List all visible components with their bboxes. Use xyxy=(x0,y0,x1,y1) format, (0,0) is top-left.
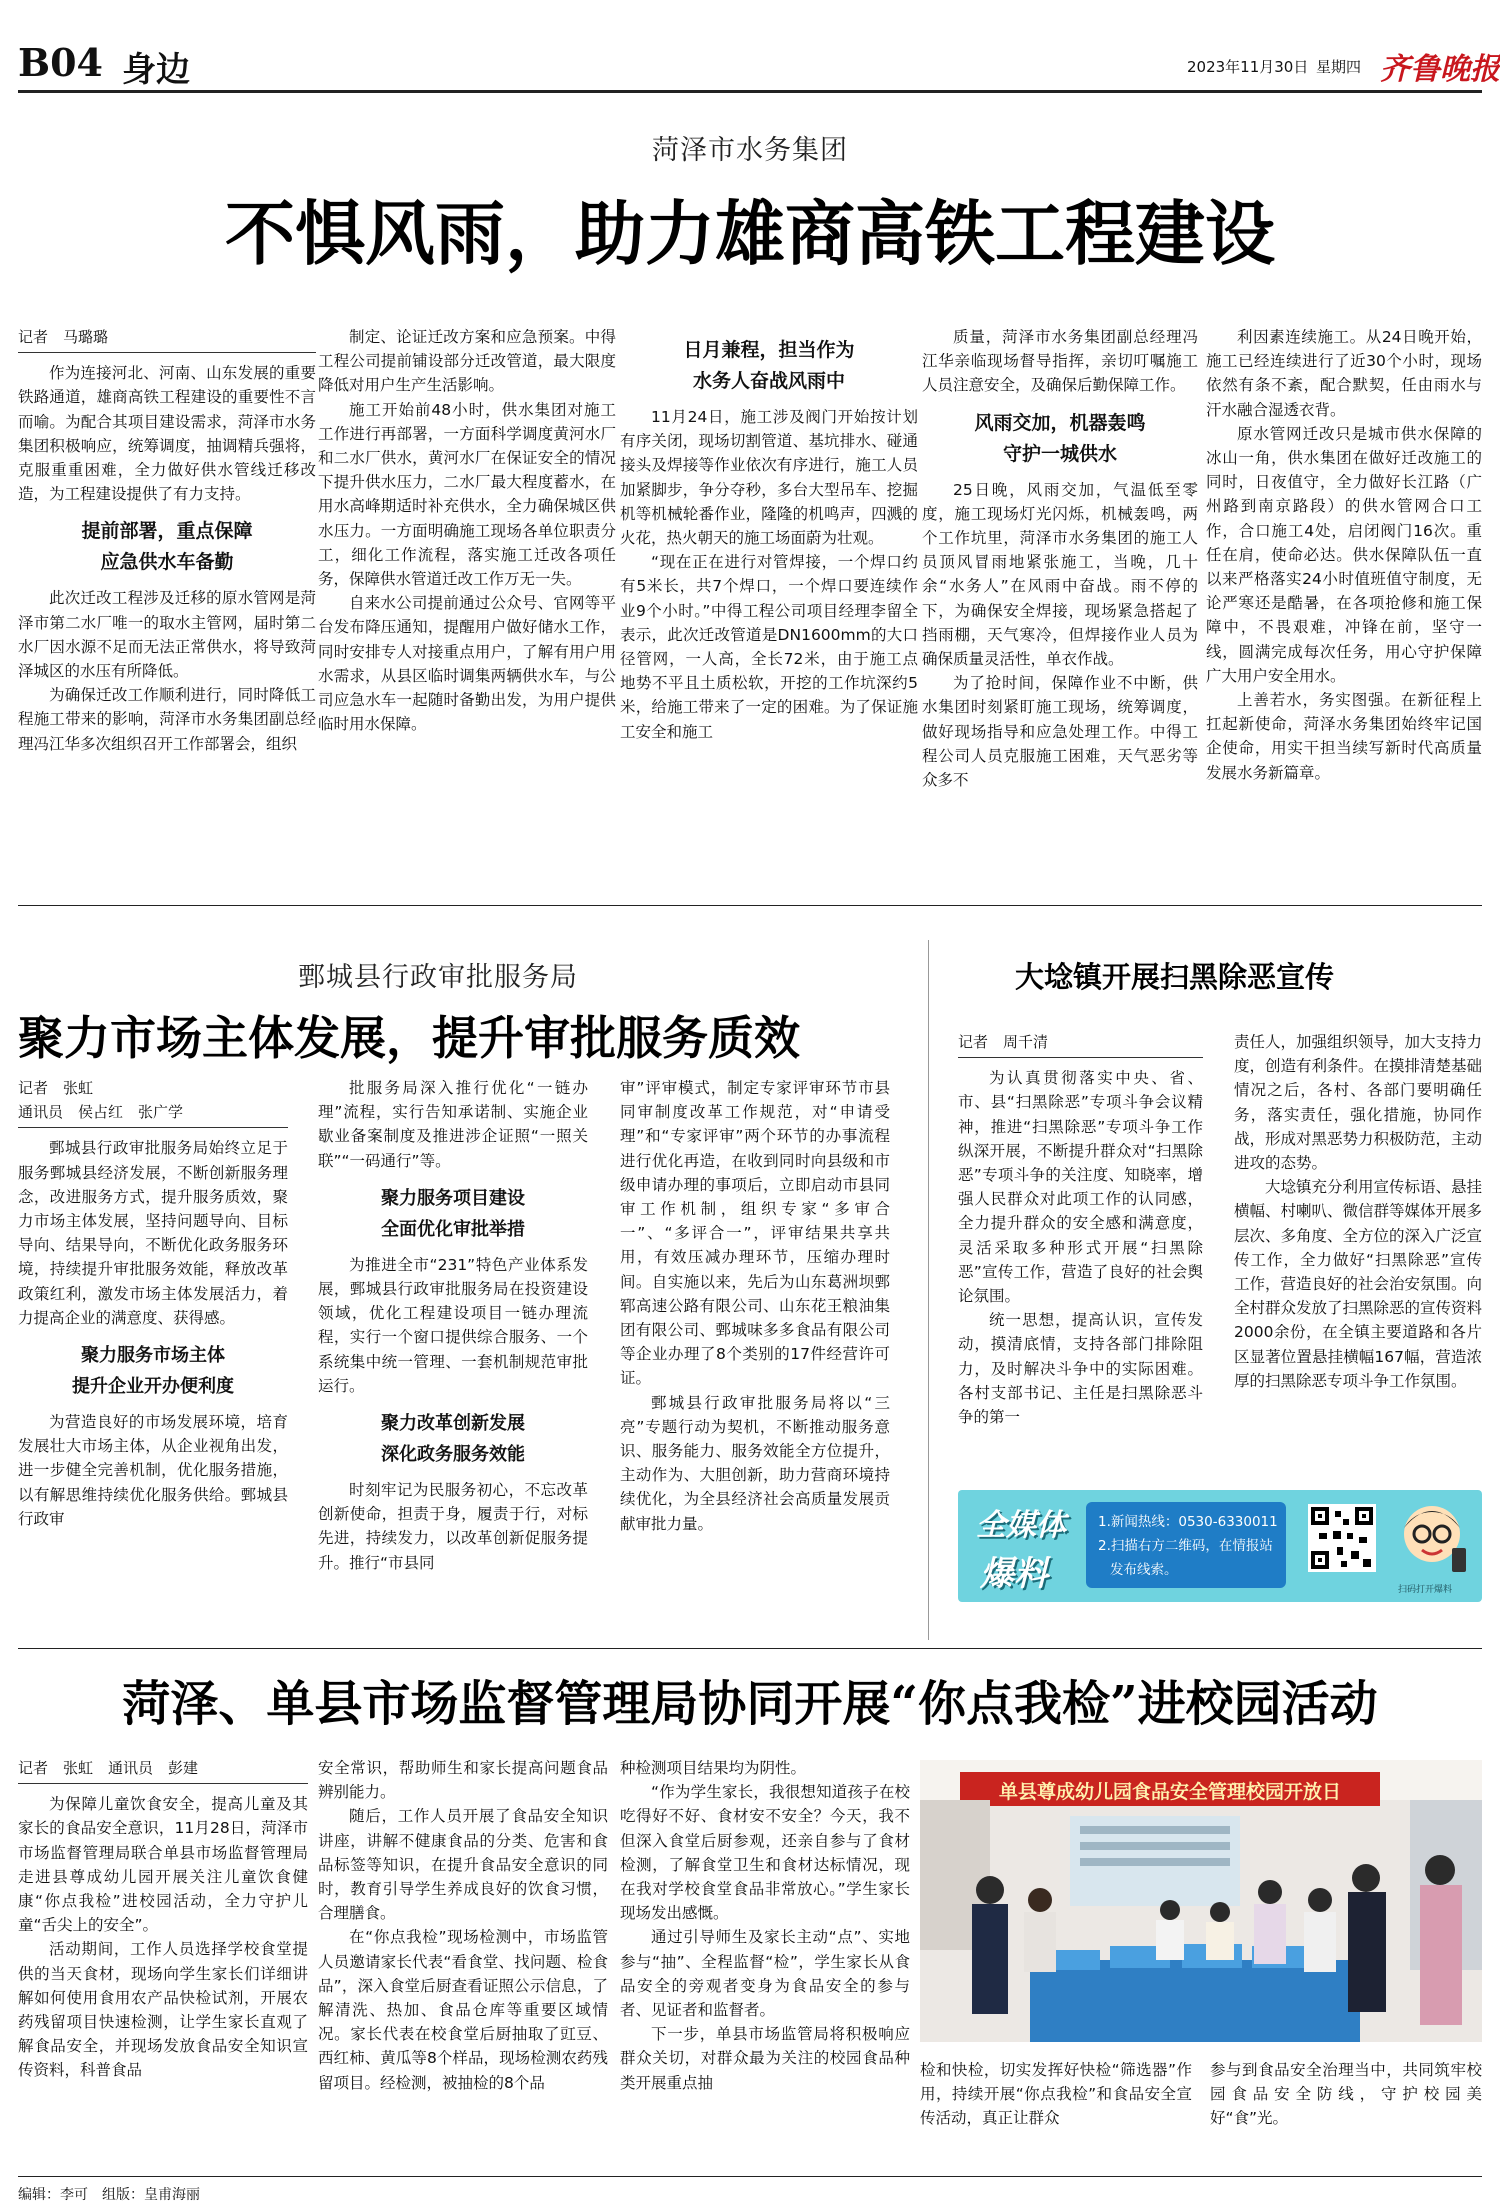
paragraph: 施工开始前48小时，供水集团对施工工作进行再部署，一方面科学调度黄河水厂和二水厂供水，黄河水厂在保证安全的情况下提升供水压力，二水厂最大程度蓄水，在用水高峰期适时补充供水，全力确保城区供水压力。一方面明确施工现场各单位职责分工，细化工作流程，落实施工迁改各项任务，保障供水管道迁改工作万无一失。 xyxy=(318,400,616,589)
paragraph: 鄄城县行政审批服务局始终立足于服务鄄城县经济发展，不断创新服务理念，改进服务方式，提升服务质效，聚力市场主体发展，坚持问题导向、目标导向、结果导向，不断优化政务服务环境，持续提升审批服务效能，释放改革政策红利，激发市场主体发展活力，着力提高企业的满意度、获得感。 xyxy=(18,1139,288,1327)
paragraph: 安全常识，帮助师生和家长提高问题食品辨别能力。 xyxy=(318,1759,608,1802)
paragraph: 种检测项目结果均为阴性。 xyxy=(620,1759,807,1777)
article4-col2 xyxy=(318,1756,608,2156)
article3-col2 xyxy=(1234,1030,1482,1490)
paragraph: 活动期间，工作人员选择学校食堂提供的当天食材，现场向学生家长们详细讲解如何使用食用农产品快检试剂，开展农药残留项目快速检测，让学生家长直观了解食品安全，并现场发放食品安全知识宣传资料，科普食品 xyxy=(18,1940,308,2080)
paragraph: 参与到食品安全治理当中，共同筑牢校园食品安全防线，守护校园美好“食”光。 xyxy=(1210,2061,1482,2128)
article4-col1 xyxy=(18,1756,308,2156)
paragraph: “现在正在进行对管焊接，一个焊口约有5米长，共7个焊口，一个焊口要连续作业9个小时。”中得工程公司项目经理李留全表示，此次迁改管道是DN1600mm的大口径管网，一人高，全长72米，由于施工点地势不平且土质松软，开挖的工作坑深约5米，给施工带来了一定的困难。为了保证施工安全和施工 xyxy=(620,553,918,741)
article1-subhead1: 提前部署，重点保障 应急供水车备勤 xyxy=(81,520,253,574)
section-name: 身边 xyxy=(122,50,190,90)
page-code: B04 xyxy=(18,40,103,85)
column-divider xyxy=(928,940,929,1640)
footer-credits: 编辑：李可 组版：皇甫海丽 xyxy=(18,2187,200,2203)
paragraph: 责任人，加强组织领导，加大支持力度，创造有利条件。在摸排清楚基础情况之后，各村、各部门要明确任务，落实责任，强化措施，协同作战，形成对黑恶势力积极防范，主动进攻的态势。 xyxy=(1234,1033,1482,1173)
paragraph: 上善若水，务实图强。在新征程上扛起新使命，菏泽水务集团始终牢记国企使命，用实干担当续写新时代高质量发展水务新篇章。 xyxy=(1206,691,1482,782)
cartoon-character-icon xyxy=(1390,1498,1474,1580)
article1-col1 xyxy=(18,325,316,885)
paragraph: 批服务局深入推行优化“一链办理”流程，实行告知承诺制、实施企业歇业备案制度及推进涉企证照“一照关联”“一码通行”等。 xyxy=(318,1079,588,1170)
article1-col3 xyxy=(620,325,918,885)
article3-col1 xyxy=(958,1030,1203,1490)
article2-subhead1: 聚力服务市场主体 提升企业开办便利度 xyxy=(72,1345,234,1398)
paragraph: 为营造良好的市场发展环境，培育发展壮大市场主体，从企业视角出发，进一步健全完善机制，优化服务措施，以有解思维持续优化服务供给。鄄城县行政审 xyxy=(18,1413,288,1528)
issue-weekday: 星期四 xyxy=(1316,58,1362,76)
paragraph: 下一步，单县市场监管局将积极响应群众关切，对群众最为关注的校园食品种类开展重点抽 xyxy=(620,2025,910,2092)
issue-date: 2023年11月30日 xyxy=(1187,58,1309,76)
ad-line3: 发布线索。 xyxy=(1110,1562,1178,1578)
paragraph: 为认真贯彻落实中央、省、市、县“扫黑除恶”专项斗争会议精神，推进“扫黑除恶”专项斗争工作纵深开展，不断提升群众对“扫黑除恶”专项斗争的关注度、知晓率，增强人民群众对此项工作的认同感，全力提升群众的安全感和满意度，灵活采取多种形式开展“扫黑除恶”宣传工作，营造了良好的社会舆论氛围。 xyxy=(958,1069,1203,1306)
paragraph: 审”评审模式，制定专家评审环节市县同审制度改革工作规范，对“申请受理”和“专家评审”两个环节的办事流程进行优化再造，在收到同时向县级和市级申请办理的事项后，立即启动市县同审工作机制，组织专家“多审合一”、“多评合一”，评审结果共享共用，有效压减办理环节，压缩办理时间。自实施以来，先后为山东葛洲坝鄄郓高速公路有限公司、山东花王粮油集团有限公司、鄄城味多多食品有限公司等企业办理了8个类别的17件经营许可证。 xyxy=(620,1079,890,1388)
article1-byline: 记者 马璐璐 xyxy=(18,325,316,353)
paragraph: 为了抢时间，保障作业不中断，供水集团时刻紧盯施工现场，统筹调度，做好现场指导和应急处理工作。中得工程公司人员克服施工困难，天气恶劣等众多不 xyxy=(922,674,1198,790)
paragraph: 25日晚，风雨交加，气温低至零度，施工现场灯光闪烁，机械轰鸣，两个工作坑里，菏泽市水务集团的施工人员顶风冒雨地紧张施工，当晚，几十余“水务人”在风雨中奋战。雨不停的下，为确保安全焊接，现场紧急搭起了挡雨棚，天气寒冷，但焊接作业人员为确保质量灵活性，单衣作战。 xyxy=(922,480,1198,669)
ad-logo-line1: 全媒体 xyxy=(976,1508,1066,1543)
paragraph: 制定、论证迁改方案和应急预案。中得工程公司提前铺设部分迁改管道，最大限度降低对用户生产生活影响。 xyxy=(318,328,616,395)
paragraph: 随后，工作人员开展了食品安全知识讲座，讲解不健康食品的分类、危害和食品标签等知识，在提升食品安全意识的同时，教育引导学生养成良好的饮食习惯，合理膳食。 xyxy=(318,1807,608,1923)
ad-line2: 2.扫描右方二维码，在情报站 xyxy=(1098,1538,1273,1554)
paragraph: 在“你点我检”现场检测中，市场监管人员邀请家长代表“看食堂、找问题、检食品”，深入食堂后厨查看证照公示信息，了解清洗、热加、食品仓库等重要区域情况。家长代表在校食堂后厨抽取了豇豆、西红柿、黄瓜等8个样品，现场检测农药残留项目。经检测，被抽检的8个品 xyxy=(318,1928,608,2092)
footer-rule xyxy=(18,2176,1482,2177)
paragraph: 质量，菏泽市水务集团副总经理冯江华亲临现场督导指挥，亲切叮嘱施工人员注意安全，及确保后勤保障工作。 xyxy=(922,328,1198,395)
qr-code-icon xyxy=(1308,1504,1376,1572)
newspaper-logo: 齐鲁晚报 xyxy=(1380,52,1500,87)
paragraph: 作为连接河北、河南、山东发展的重要铁路通道，雄商高铁工程建设的重要性不言而喻。为配合其项目建设需求，菏泽市水务集团积极响应，统筹调度，抽调精兵强将，克服重重困难，全力做好供水管线迁移改造，为工程建设提供了有力支持。 xyxy=(18,364,316,504)
article3-byline: 记者 周千清 xyxy=(958,1030,1203,1058)
article3-title: 大埝镇开展扫黑除恶宣传 xyxy=(1015,960,1335,994)
article1-col5 xyxy=(1206,325,1482,885)
article1-subhead3: 风雨交加，机器轰鸣 守护一城供水 xyxy=(974,411,1146,465)
ad-qr-caption: 扫码打开爆料 xyxy=(1398,1585,1453,1595)
article2-title: 聚力市场主体发展，提升审批服务质效 xyxy=(18,1011,800,1065)
ad-line1: 1.新闻热线：0530-6330011 xyxy=(1098,1514,1278,1530)
article1-col2 xyxy=(318,325,616,885)
photo-banner-text: 单县尊成幼儿园食品安全管理校园开放日 xyxy=(998,1781,1341,1803)
article2-subhead3: 聚力改革创新发展 深化政务服务效能 xyxy=(381,1413,525,1466)
article1-bottom-rule xyxy=(18,905,1482,906)
paragraph: 统一思想，提高认识，宣传发动，摸清底情，支持各部门排除阻力，及时解决斗争中的实际困难。各村支部书记、主任是扫黑除恶斗争的第一 xyxy=(958,1311,1203,1427)
paragraph: 此次迁改工程涉及迁移的原水管网是菏泽市第二水厂唯一的取水主管网，届时第二水厂因水源不足而无法正常供水，将导致菏泽城区的水压有所降低。 xyxy=(18,589,316,681)
article4-col4 xyxy=(920,2058,1192,2158)
paragraph: 为推进全市“231”特色产业体系发展，鄄城县行政审批服务局在投资建设领域，优化工程建设项目一链办理流程，实行一个窗口提供综合服务、一个系统集中统一管理、一套机制规范审批运行。 xyxy=(318,1255,588,1395)
article2-byline2: 通讯员 侯占红 张广学 xyxy=(18,1100,288,1128)
article2-byline1: 记者 张虹 xyxy=(18,1079,94,1097)
article2-bottom-rule xyxy=(18,1648,1482,1649)
header-rule xyxy=(18,90,1482,93)
paragraph: “作为学生家长，我很想知道孩子在校吃得好不好、食材安不安全？今天，我不但深入食堂后厨参观，还亲自参与了食材检测，了解食堂卫生和食材达标情况，现在我对学校食堂食品非常放心。”学生家长现场发出感慨。 xyxy=(620,1783,910,1923)
article2-col1 xyxy=(18,1076,288,1626)
article4-byline: 记者 张虹 通讯员 彭建 xyxy=(18,1756,308,1784)
article2-col3 xyxy=(620,1076,890,1626)
article4-title: 菏泽、单县市场监督管理局协同开展“你点我检”进校园活动 xyxy=(122,1676,1378,1732)
paragraph: 检和快检，切实发挥好快检“筛选器”作用，持续开展“你点我检”和食品安全宣传活动，真正让群众 xyxy=(920,2061,1192,2128)
paragraph: 11月24日，施工涉及阀门开始按计划有序关闭，现场切割管道、基坑排水、碰通接头及焊接等作业依次有序进行，施工人员加紧脚步，争分夺秒，多台大型吊车、挖掘机等机械轮番作业，隆隆的机鸣声，四溅的火花，热火朝天的施工场面蔚为壮观。 xyxy=(620,408,918,548)
article2-col2 xyxy=(318,1076,588,1626)
paragraph: 时刻牢记为民服务初心，不忘改革创新使命，担责于身，履责于行，对标先进，持续发力，以改革创新促服务提升。推行“市县同 xyxy=(318,1481,588,1572)
article1-title: 不惧风雨，助力雄商高铁工程建设 xyxy=(225,192,1275,275)
article1-col4 xyxy=(922,325,1198,885)
paragraph: 为确保迁改工作顺利进行，同时降低工程施工带来的影响，菏泽市水务集团副总经理冯江华多次组织召开工作部署会，组织 xyxy=(18,686,316,753)
paragraph: 原水管网迁改只是城市供水保障的冰山一角，供水集团在做好迁改施工的同时，日夜值守，全力做好长江路（广州路到南京路段）的供水管网合口工作，合口施工4处，启闭阀门16次。重任在肩，使命必达。供水保障队伍一直以来严格落实24小时值班值守制度，无论严寒还是酷暑，在各项抢修和施工保障中，不畏艰难，冲锋在前，坚守一线，圆满完成每次任务，用心守护保障广大用户安全用水。 xyxy=(1206,424,1482,685)
article4-col5 xyxy=(1210,2058,1482,2158)
ad-logo-line2: 爆料 xyxy=(980,1554,1048,1594)
article2-kicker: 鄄城县行政审批服务局 xyxy=(298,962,578,993)
media-tipline-ad xyxy=(958,1490,1482,1602)
paragraph: 通过引导师生及家长主动“点”、实地参与“抽”、全程监督“检”，学生家长从食品安全的旁观者变身为食品安全的参与者、见证者和监督者。 xyxy=(620,1928,910,2020)
paragraph: 大埝镇充分利用宣传标语、悬挂横幅、村喇叭、微信群等媒体开展多层次、多角度、全方位的深入广泛宣传工作，全力做好“扫黑除恶”宣传工作，营造良好的社会治安氛围。向全村群众发放了扫黑除恶的宣传资料2000余份，在全镇主要道路和各片区显著位置悬挂横幅167幅，营造浓厚的扫黑除恶专项斗争工作氛围。 xyxy=(1234,1178,1482,1390)
paragraph: 利因素连续施工。从24日晚开始，施工已经连续进行了近30个小时，现场依然有条不紊，配合默契，任由雨水与汗水融合湿透衣背。 xyxy=(1206,328,1482,419)
article1-kicker: 菏泽市水务集团 xyxy=(652,135,848,166)
paragraph: 鄄城县行政审批服务局将以“三亮”专题行动为契机，不断推动服务意识、服务能力、服务效能全方位提升，主动作为、大胆创新，助力营商环境持续优化，为全县经济社会高质量发展贡献审批力量。 xyxy=(620,1393,890,1533)
article1-subhead2: 日月兼程，担当作为 水务人奋战风雨中 xyxy=(683,339,855,392)
article2-subhead2: 聚力服务项目建设 全面优化审批举措 xyxy=(381,1187,525,1240)
paragraph: 为保障儿童饮食安全，提高儿童及其家长的食品安全意识，11月28日，菏泽市市场监督管理局联合单县市场监督管理局走进县尊成幼儿园开展关注儿童饮食健康“你点我检”进校园活动，全力守护儿童“舌尖上的安全”。 xyxy=(18,1795,308,1935)
event-photo xyxy=(920,1760,1482,2042)
article4-col3 xyxy=(620,1756,910,2156)
paragraph: 自来水公司提前通过公众号、官网等平台发布降压通知，提醒用户做好储水工作，同时安排专人对接重点用户，了解有用户用水需求，从县区临时调集两辆供水车，与公司应急水车一起随时备勤出发，为用户提供临时用水保障。 xyxy=(318,594,616,734)
